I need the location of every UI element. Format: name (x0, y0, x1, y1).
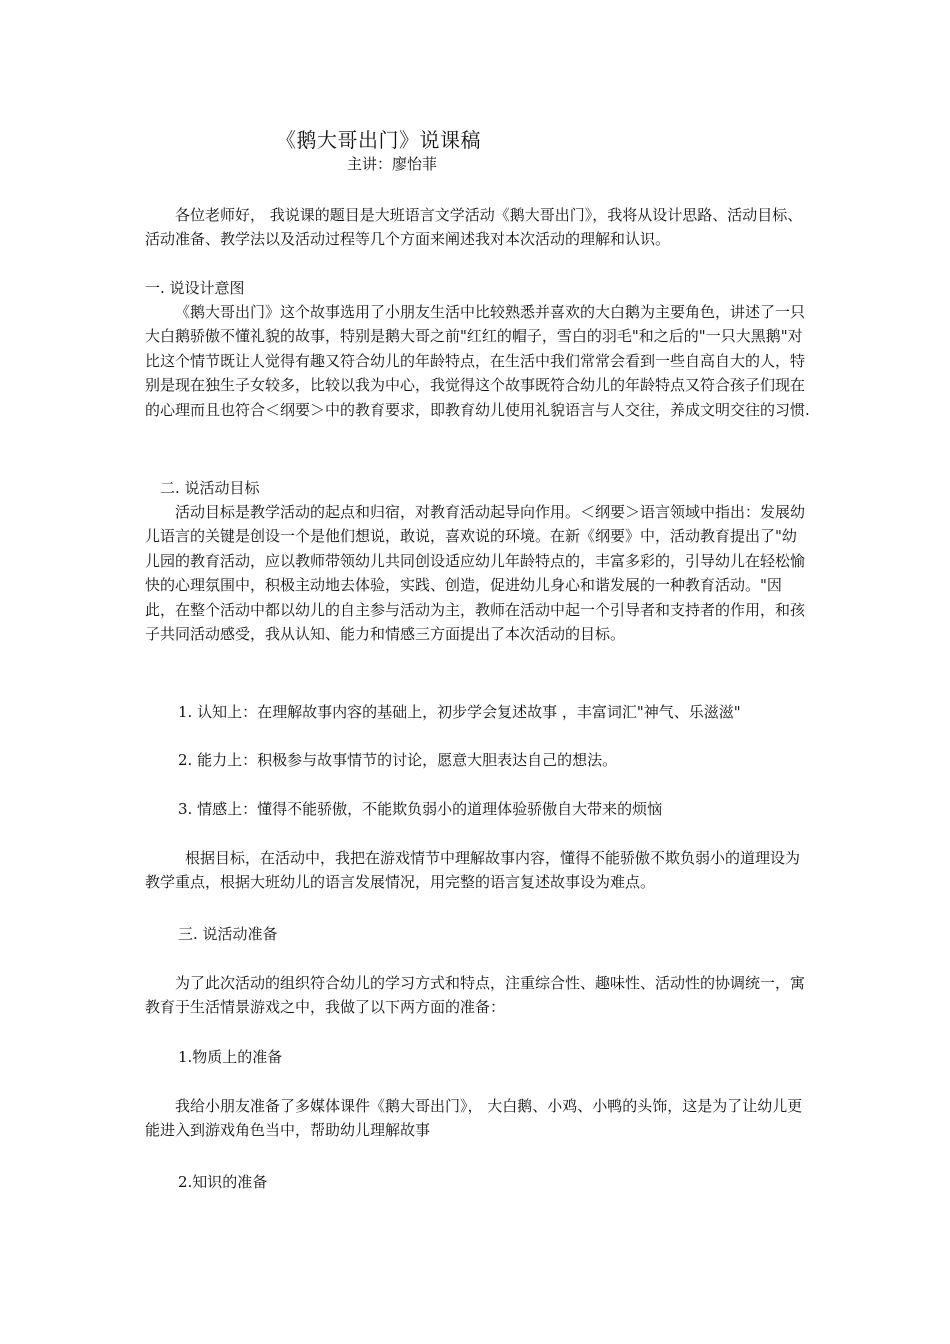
section-2-heading: 二. 说活动目标 (160, 479, 260, 497)
prep-knowledge-heading: 2.知识的准备 (178, 1173, 268, 1191)
prep-material-heading: 1.物质上的准备 (178, 1048, 283, 1066)
goal-emotion: 3. 情感上：懂得不能骄傲，不能欺负弱小的道理体验骄傲自大带来的烦恼 (178, 800, 663, 818)
document-title: 《鹅大哥出门》说课稿 (276, 128, 481, 152)
speaker-line: 主讲：廖怡菲 (347, 155, 438, 173)
section-3-body: 为了此次活动的组织符合幼儿的学习方式和特点，注重综合性、趣味性、活动性的协调统一，寓教育于生活情景游戏之中，我做了以下两方面的准备： (145, 974, 806, 1017)
goal-ability: 2. 能力上：积极参与故事情节的讨论，愿意大胆表达自己的想法。 (178, 751, 618, 769)
section-1-body: 《鹅大哥出门》这个故事选用了小朋友生活中比较熟悉并喜欢的大白鹅为主要角色，讲述了一只大白鹅骄傲不懂礼貌的故事，特别是鹅大哥之前"红红的帽子，雪白的羽毛"和之后的"一只大黑鹅"对比这个情节既让人觉得有趣又符合幼儿的年龄特点，在生活中我们常常会看到一些自高自大的人，特别是现在独生子女较多，比较以我为中心，我觉得这个故事既符合幼儿的年龄特点又符合孩子们现在的心理而且也符合＜纲要＞中的教育要求，即教育幼儿使用礼貌语言与人交往，养成文明交往的习惯. (145, 303, 810, 419)
prep-material-body: 我给小朋友准备了多媒体课件《鹅大哥出门》， 大白鹅、小鸡、小鸭的头饰，这是为了让幼儿更能进入到游戏角色当中，帮助幼儿理解故事 (145, 1097, 803, 1140)
goal-cognitive: 1. 认知上：在理解故事内容的基础上，初步学会复述故事 ，丰富词汇"神气、乐滋滋" (178, 703, 741, 721)
section-2-body: 活动目标是教学活动的起点和归宿，对教育活动起导向作用。＜纲要＞语言领域中指出：发展幼儿语言的关键是创设一个是他们想说，敢说，喜欢说的环境。在新《纲要》中，活动教育提出了"幼儿园的教育活动，应以教师带领幼儿共同创设适应幼儿年龄特点的，丰富多彩的，引导幼儿在轻松愉快的心理氛围中，积极主动地去体验，实践、创造，促进幼儿身心和谐发展的一种教育活动。"因此，在整个活动中都以幼儿的自主参与活动为主，教师在活动中起一个引导者和支持者的作用，和孩子共同活动感受，我从认知、能力和情感三方面提出了本次活动的目标。 (145, 503, 806, 644)
intro-paragraph: 各位老师好， 我说课的题目是大班语言文学活动《鹅大哥出门》，我将从设计思路、活动目标、活动准备、教学法以及活动过程等几个方面来阐述我对本次活动的理解和认识。 (145, 206, 803, 249)
section-1-heading: 一. 说设计意图 (145, 279, 245, 297)
section-3-heading: 三. 说活动准备 (178, 925, 278, 943)
teaching-focus-paragraph: 根据目标，在活动中，我把在游戏情节中理解故事内容，懂得不能骄傲不欺负弱小的道理设为教学重点，根据大班幼儿的语言发展情况，用完整的语言复述故事设为难点。 (145, 849, 801, 892)
